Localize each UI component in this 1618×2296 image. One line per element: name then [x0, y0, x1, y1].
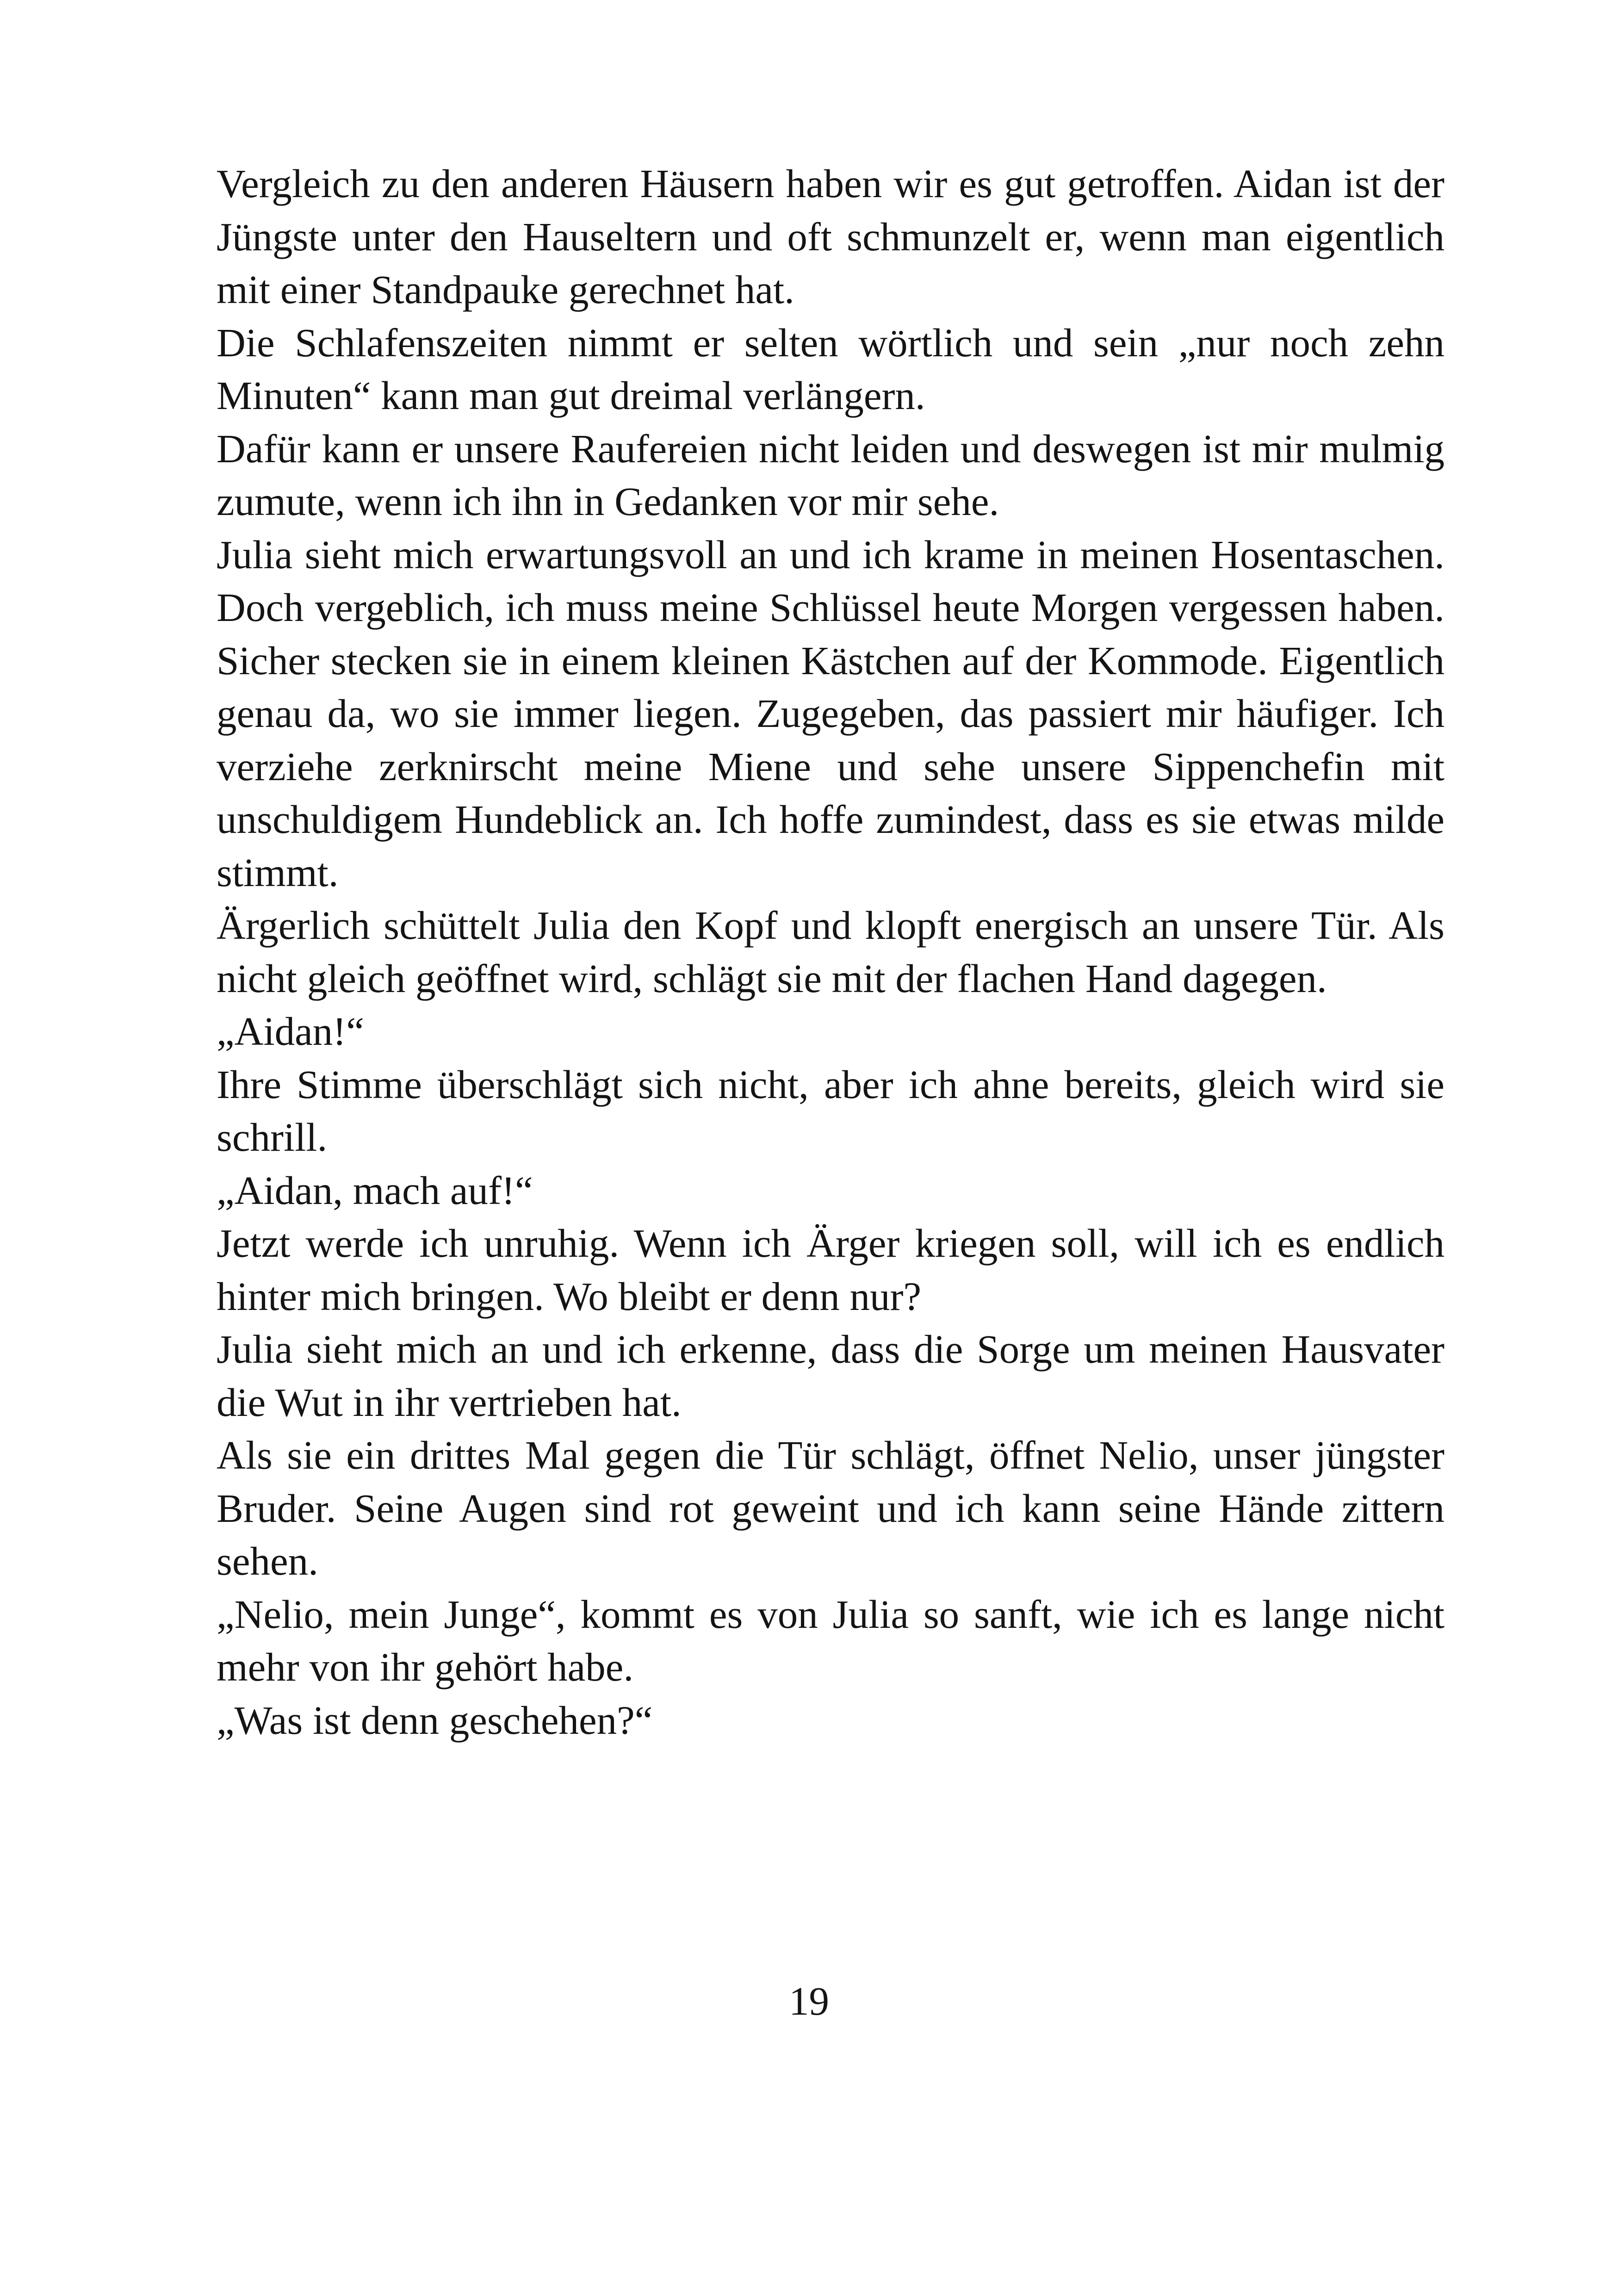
- dialogue-line: „Was ist denn geschehen?“: [217, 1697, 653, 1743]
- dialogue-line: „Nelio, mein Junge“, kommt es von Julia so sanft, wie ich es lange nicht mehr von ihr gehört habe.: [217, 1591, 1444, 1689]
- paragraph: Ihre Stimme überschlägt sich nicht, aber ich ahne bereits, gleich wird sie schrill.: [217, 1061, 1444, 1160]
- dialogue-line: „Aidan!“: [217, 1009, 364, 1054]
- paragraph: Die Schlafenszeiten nimmt er selten wörtlich und sein „nur noch zehn Minuten“ kann man gut dreimal verlängern.: [217, 320, 1444, 418]
- paragraph: Dafür kann er unsere Raufereien nicht leiden und deswegen ist mir mulmig zumute, wenn ich ihn in Gedanken vor mir sehe.: [217, 426, 1444, 524]
- paragraph: Julia sieht mich erwartungsvoll an und ich krame in meinen Hosentaschen. Doch vergeblich, ich muss meine Schlüssel heute Morgen vergessen haben. Sicher stecken sie in einem kleinen Kästchen auf der Kommode. Eigentlich genau da, wo sie immer liegen. Zugegeben, das passiert mir häufiger. Ich verziehe zerknirscht meine Miene und sehe unsere Sippenchefin mit unschuldigem Hundeblick an. Ich hoffe zumindest, dass es sie etwas milde stimmt.: [217, 532, 1444, 895]
- paragraph: Jetzt werde ich unruhig. Wenn ich Ärger kriegen soll, will ich es endlich hinter mich bringen. Wo bleibt er denn nur?: [217, 1221, 1444, 1319]
- paragraph: Als sie ein drittes Mal gegen die Tür schlägt, öffnet Nelio, unser jüngster Bruder. Seine Augen sind rot geweint und ich kann seine Hände zittern sehen.: [217, 1433, 1444, 1583]
- paragraph: Julia sieht mich an und ich erkenne, dass die Sorge um meinen Hausvater die Wut in ihr vertrieben hat.: [217, 1327, 1444, 1425]
- page-number: 19: [789, 1979, 829, 2023]
- body-text: [217, 157, 1444, 1747]
- paragraph: Vergleich zu den anderen Häusern haben wir es gut getroffen. Aidan ist der Jüngste unter den Hauseltern und oft schmunzelt er, wenn man eigentlich mit einer Standpauke gerechnet hat.: [217, 161, 1444, 312]
- paragraph: Ärgerlich schüttelt Julia den Kopf und klopft energisch an unsere Tür. Als nicht gleich geöffnet wird, schlägt sie mit der flachen Hand dagegen.: [217, 903, 1444, 1001]
- dialogue-line: „Aidan, mach auf!“: [217, 1167, 533, 1213]
